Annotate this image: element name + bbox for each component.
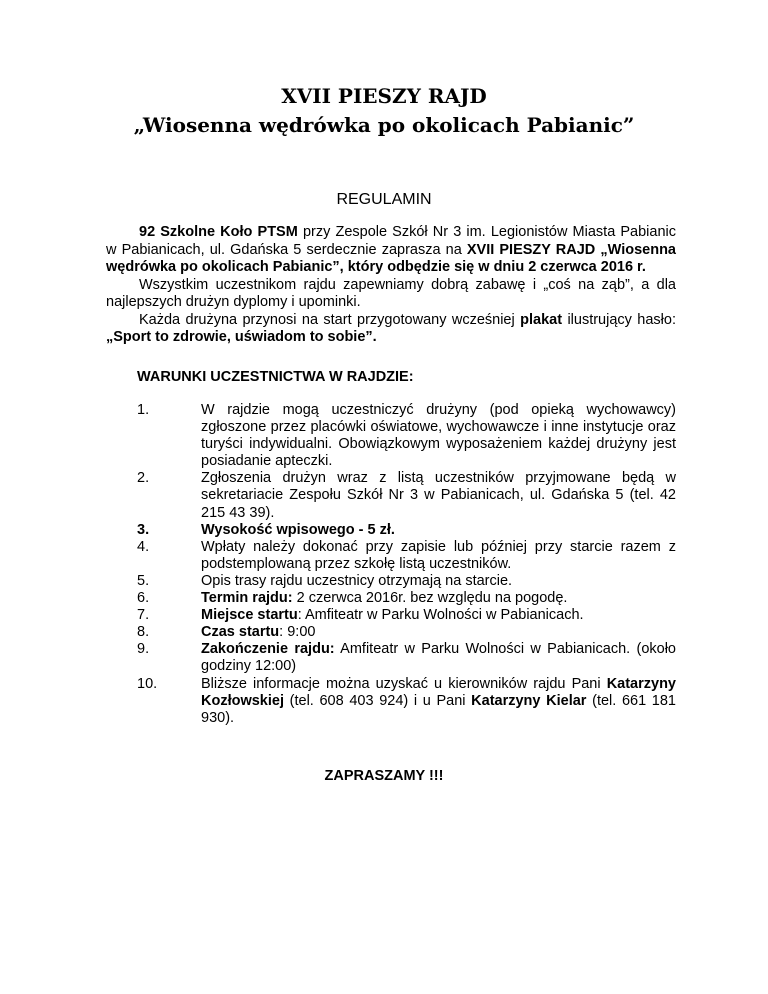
closing-text: ZAPRASZAMY !!!	[324, 768, 444, 784]
item-number: 10.	[137, 675, 158, 692]
contact-name: Katarzyny Kielar	[471, 692, 587, 709]
list-item	[137, 676, 676, 727]
item-number: 6.	[137, 590, 150, 607]
item-text: W rajdzie mogą uczestniczyć drużyny (pod opieką wychowawcy) zgłoszone przez placówki oświatowe, wychowawcze i inne instytucje oraz turyści indywidualni. Obowiązkowym wyposażeniem każdej drużyny jest posiadanie apteczki.	[201, 402, 676, 470]
item-text	[201, 522, 676, 539]
list-item	[137, 402, 676, 470]
item-text	[201, 624, 676, 641]
item-label: Termin rajdu:	[201, 590, 293, 607]
list-item	[137, 590, 676, 607]
regulamin-heading: REGULAMIN	[336, 191, 432, 208]
organizer-name: 92 Szkolne Koło PTSM	[139, 224, 298, 240]
item-text	[201, 641, 676, 675]
item-number: 7.	[137, 607, 150, 624]
item-value: (tel. 661 181 930).	[201, 692, 676, 726]
item-label: Czas startu	[201, 624, 280, 641]
item-value: : Amfiteatr w Parku Wolności w Pabianicach.	[297, 607, 584, 624]
intro-p3-text-2: ilustrujący hasło:	[562, 311, 676, 328]
list-item	[137, 624, 676, 641]
item-number: 9.	[137, 641, 150, 658]
list-item	[137, 641, 676, 675]
contact-name: Katarzyny Kozłowskiej	[201, 675, 676, 709]
item-text: Wpłaty należy dokonać przy zapisie lub później przy starcie razem z podstemplowaną przez szkołę listą uczestników.	[201, 538, 676, 572]
item-value: Bliższe informacje można uzyskać u kierowników rajdu Pani	[201, 675, 607, 692]
list-item	[137, 607, 676, 624]
item-text	[201, 676, 676, 727]
item-value: : 9:00	[279, 624, 316, 641]
slogan: „Sport to zdrowie, uświadom to sobie”.	[106, 329, 377, 345]
item-text	[201, 590, 676, 607]
section-title: WARUNKI UCZESTNICTWA W RAJDZIE:	[137, 369, 414, 385]
item-number: 5.	[137, 572, 150, 589]
item-text: Opis trasy rajdu uczestnicy otrzymają na starcie.	[201, 572, 513, 589]
item-value: (tel. 608 403 924) i u Pani	[284, 692, 472, 709]
entry-fee: Wysokość wpisowego - 5 zł.	[201, 521, 395, 538]
conditions-list	[137, 402, 676, 727]
item-value: Amfiteatr w Parku Wolności w Pabianicach. (około godziny 12:00)	[201, 641, 676, 675]
item-label: Zakończenie rajdu:	[201, 641, 335, 658]
list-item	[137, 522, 676, 539]
list-item	[137, 573, 676, 590]
item-number: 8.	[137, 624, 150, 641]
item-text	[201, 607, 676, 624]
intro-paragraph-2: Wszystkim uczestnikom rajdu zapewniamy dobrą zabawę i „coś na ząb”, a dla najlepszych drużyn dyplomy i upominki.	[106, 276, 676, 310]
intro-p1-text: przy Zespole Szkół Nr 3 im. Legionistów Miasta Pabianic w Pabianicach, ul. Gdańska 5 serdecznie zaprasza na	[106, 224, 677, 258]
item-number: 1.	[137, 402, 150, 418]
intro-p3-text: Każda drużyna przynosi na start przygotowany wcześniej	[139, 311, 521, 328]
item-number: 2.	[137, 470, 150, 487]
item-number: 4.	[137, 538, 150, 555]
title-line-2: „Wiosenna wędrówka po okolicach Pabianic”	[133, 113, 635, 137]
event-announcement: XVII PIESZY RAJD „Wiosenna wędrówka po okolicach Pabianic”, który odbędzie się w dniu 2 czerwca 2016 r.	[106, 241, 676, 275]
item-value: 2 czerwca 2016r. bez względu na pogodę.	[292, 590, 568, 607]
list-item	[137, 539, 676, 573]
intro-paragraph-3	[106, 312, 676, 347]
intro-text	[106, 224, 676, 347]
list-item	[137, 470, 676, 521]
item-text: Zgłoszenia drużyn wraz z listą uczestników przyjmowane będą w sekretariacie Zespołu Szkół Nr 3 w Pabianicach, ul. Gdańska 5 (tel. 42 215 43 39).	[201, 470, 676, 521]
item-number: 3.	[137, 521, 150, 538]
item-label: Miejsce startu	[201, 607, 298, 624]
intro-paragraph-1	[106, 224, 676, 277]
plakat-word: plakat	[520, 311, 563, 328]
title-line-1: XVII PIESZY RAJD	[281, 84, 487, 108]
